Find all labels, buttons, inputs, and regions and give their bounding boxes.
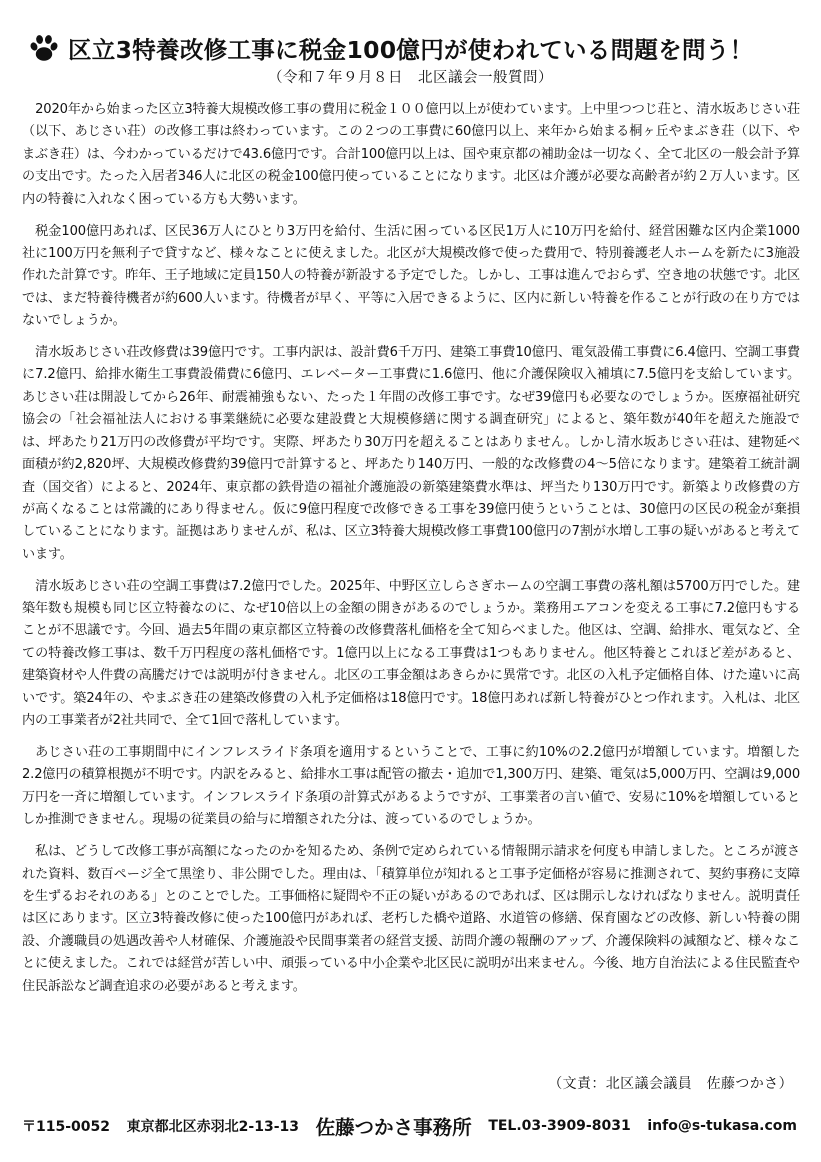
- paragraph-1: 2020年から始まった区立3特養大規模改修工事の費用に税金１００億円以上が使わています。上中里つつじ荘と、清水坂あじさい荘（以下、あじさい荘）の改修工事は終わっています。この２つの工事費に60億円以上、来年から始まる桐ヶ丘やまぶき荘（以下、やまぶき荘）は、今わかっているだけで43.6億円です。合計100億円以上は、国や東京都の補助金は一切なく、全て北区の一般会計予算の支出です。たった入居者346人に北区の税金100億円使っていることになります。北区は介護が必要な高齢者が約２万人います。区内の特養に入れなく困っている方も大勢います。: [22, 102, 800, 207]
- paragraph-2: 税金100億円あれば、区民36万人にひとり3万円を給付、生活に困っている区民1万人に10万円を給付、経営困難な区内企業1000社に100万円を無利子で貸すなど、様々なことに使えました。北区が大規模改修で使った費用で、特別養護老人ホームを新たに3施設作れた計算です。昨年、王子地域に定員150人の特養が新設する予定でした。しかし、工事は進んでおらず、空き地の状態です。北区では、まだ特養待機者が約600人います。待機者が早く、平等に入居できるように、区内に新しい特養を作ることが行政の在り方ではないでしょうか。: [22, 223, 800, 329]
- page-title: 区立3特養改修工事に税金100億円が使われている問題を問う！: [68, 36, 754, 64]
- office-name: 佐藤つかさ事務所: [315, 1116, 472, 1139]
- paw-print-icon: [28, 33, 60, 63]
- paragraph-6: 私は、どうして改修工事が高額になったのかを知るため、条例で定められている情報開示請求を何度も申請しました。ところが渡された資料、数百ページ全て黒塗り、非公開でした。理由は、「積算単位が知れると工事予定価格が容易に推測されて、契約事務に支障を生ずるおそれのある」とのことでした。工事価格に疑問や不正の疑いがあるのであれば、区は開示しなければなりません。説明責任は区にあります。区立3特養改修に使った100億円があれば、老朽した橋や道路、水道管の修繕、保育園などの改修、新しい特養の開設、介護職員の処遇改善や人材確保、介護施設や民間事業者の経営支援、訪問介護の報酬のアップ、介護保険料の減額など、様々なことに使えました。これでは経営が苦しい中、頑張っている中小企業や北区民に説明が出来ません。今後、地方自治法による住民監査や住民訴訟など調査追求の必要があると考えます。: [22, 844, 800, 994]
- phone-number: TEL.03-3909-8031: [488, 1118, 631, 1134]
- paragraph-3: 清水坂あじさい荘改修費は39億円です。工事内訳は、設計費6千万円、建築工事費10億円、電気設備工事費に6.4億円、空調工事費に7.2億円、給排水衛生工事費設備費に6億円、エレベーター工事費に1.6億円、他に介護保険収入補填に7.5億円を支給しています。あじさい荘は開設してから26年、耐震補強もない、たった１年間の改修工事です。なぜ39億円も必要なのでしょうか。医療福祉研究協会の「社会福祉法人における事業継続に必要な建設費と大規模修繕に関する調査研究」によると、築年数が40年を超えた施設では、坪あたり21万円の改修費が平均です。実際、坪あたり30万円を超えることはありません。しかし清水坂あじさい荘は、建物延べ面積が約2,820坪、大規模改修費約39億円で計算すると、坪あたり140万円、一般的な改修費の4〜5倍になります。建築着工統計調査（国交省）によると、2024年、東京都の鉄骨造の福祉介護施設の新築建築費水準は、坪当たり130万円です。新築より改修費の方が高くなることは常識的にあり得ません。仮に9億円程度で改修できる工事を39億円使うということは、30億円の区民の税金が棄損していることになります。証拠はありませんが、私は、区立3特養大規模改修工事費100億円の7割が水増し工事の疑いがあると考えています。: [22, 345, 800, 562]
- footer-contact: [22, 1110, 797, 1142]
- article-body: [22, 99, 800, 1007]
- paragraph-5: あじさい荘の工事期間中にインフレスライド条項を適用するということで、工事に約10%の2.2億円が増額しています。増額した2.2億円の積算根拠が不明です。内訳をみると、給排水工事は配管の撤去・追加で1,300万円、建築、電気は5,000万円、空調は9,000万円を一斉に増額しています。インフレスライド条項の計算式があるようですが、工事業者の言い値で、安易に10%を増額しているとしか推測できません。現場の従業員の給与に増額された分は、渡っているのでしょうか。: [22, 744, 800, 828]
- office-address: 東京都北区赤羽北2-13-13: [126, 1119, 299, 1135]
- email-address: info@s-tukasa.com: [647, 1118, 797, 1134]
- author-signature: （文責：北区議会議員 佐藤つかさ）: [548, 1076, 793, 1092]
- postal-code: 〒115-0052: [22, 1119, 110, 1135]
- page-subtitle: （令和７年９月８日 北区議会一般質問）: [268, 70, 553, 86]
- title-row: [28, 28, 798, 68]
- paragraph-4: 清水坂あじさい荘の空調工事費は7.2億円でした。2025年、中野区立しらさぎホームの空調工事費の落札額は5700万円でした。建築年数も規模も同じ区立特養なのに、なぜ10倍以上の金額の開きがあるのでしょうか。業務用エアコンを変える工事に7.2億円もすることが不思議です。今回、過去5年間の東京都区立特養の改修費落札価格を全て知らべました。他区は、空調、給排水、電気など、全ての特養改修工事は、数千万円程度の落札価格です。1億円以上になる工事費は1つもありません。他区特養とこれほど差があると、建築資材や人件費の高騰だけでは説明が付きません。北区の工事金額はあきらかに異常です。北区の入札予定価格自体、けた違いに高いです。築24年の、やまぶき荘の建築改修費の入札予定価格は18億円です。18億円あれば新し特養がひとつ作れます。入札は、北区内の工事業者が2社共同で、全て1回で落札しています。: [22, 578, 800, 729]
